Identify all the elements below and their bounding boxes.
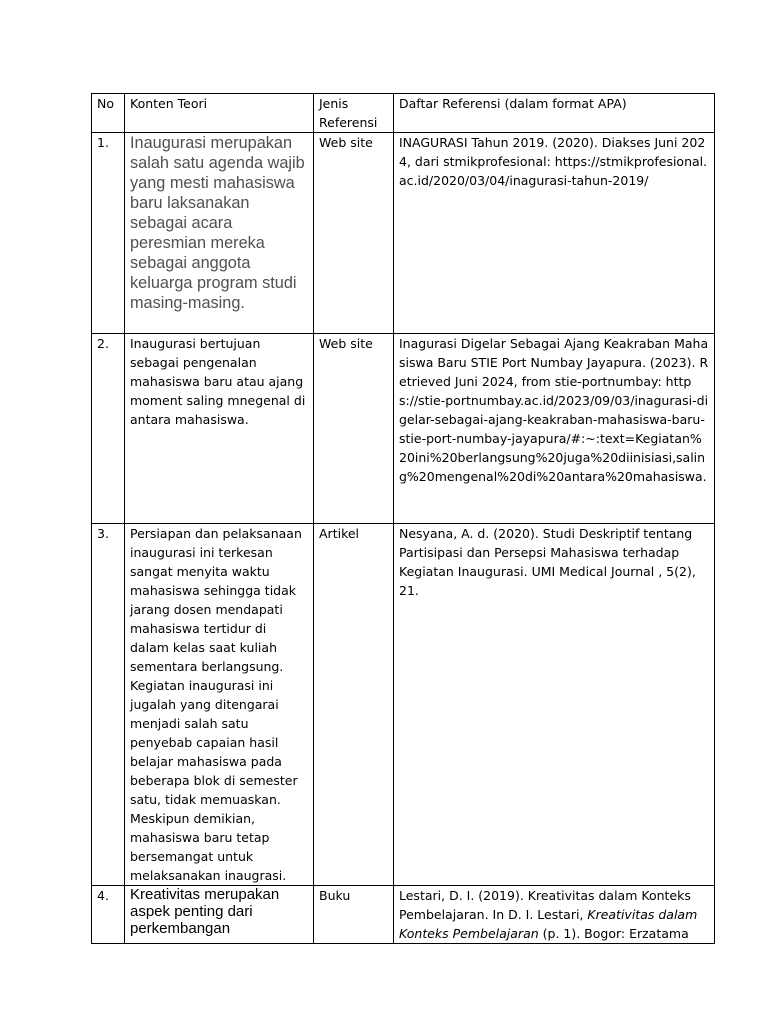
- table-row: [92, 886, 715, 944]
- row-jenis: Web site: [314, 334, 394, 524]
- row-konten: Persiapan dan pelaksanaan inaugurasi ini terkesan sangat menyita waktu mahasiswa sehingga tidak jarang dosen mendapati mahasiswa tertidur di dalam kelas saat kuliah sementara berlangsung. Kegiatan inaugurasi ini jugalah yang ditengarai menjadi salah satu penyebab capaian hasil belajar mahasiswa pada beberapa blok di semester satu, tidak memuaskan. Meskipun demikian, mahasiswa baru tetap bersemangat untuk melaksanakan inaugrasi.: [125, 524, 314, 886]
- reference-table: [91, 93, 715, 944]
- row-jenis: Artikel: [314, 524, 394, 886]
- table-row: [92, 524, 715, 886]
- row-daftar: INAGURASI Tahun 2019. (2020). Diakses Juni 2024, dari stmikprofesional: https://stmikprofesional.ac.id/2020/03/04/inagurasi-tahun-2019/: [394, 133, 715, 334]
- table-row: [92, 334, 715, 524]
- table-header-row: [92, 94, 715, 133]
- header-no: No: [92, 94, 125, 133]
- book-title-italic: Kreativitas dalam Konteks Pembelajaran: [399, 907, 698, 941]
- row-daftar: Nesyana, A. d. (2020). Studi Deskriptif tentang Partisipasi dan Persepsi Mahasiswa terhadap Kegiatan Inaugurasi. UMI Medical Journal , 5(2), 21.: [394, 524, 715, 886]
- row-konten: Inaugurasi bertujuan sebagai pengenalan mahasiswa baru atau ajang moment saling mnegenal di antara mahasiswa.: [125, 334, 314, 524]
- row-no: 3.: [92, 524, 125, 886]
- row-jenis: Buku: [314, 886, 394, 944]
- row-no: 4.: [92, 886, 125, 944]
- row-konten: Inaugurasi merupakan salah satu agenda wajib yang mesti mahasiswa baru laksanakan sebagai acara peresmian mereka sebagai anggota keluarga program studi masing-masing.: [125, 133, 314, 334]
- table-row: [92, 133, 715, 334]
- row-no: 2.: [92, 334, 125, 524]
- header-daftar-referensi: Daftar Referensi (dalam format APA): [394, 94, 715, 133]
- row-daftar: Inagurasi Digelar Sebagai Ajang Keakraban Mahasiswa Baru STIE Port Numbay Jayapura. (2023). Retrieved Juni 2024, from stie-portnumbay: https://stie-portnumbay.ac.id/2023/09/03/inagurasi-digelar-sebagai-ajang-keakraban-mahasiswa-baru-stie-port-numbay-jayapura/#:~:text=Kegiatan%20ini%20berlangsung%20juga%20diinisiasi,saling%20mengenal%20di%20antara%20mahasiswa.: [394, 334, 715, 524]
- row-konten: Kreativitas merupakan aspek penting dari perkembangan: [125, 886, 314, 944]
- row-no: 1.: [92, 133, 125, 334]
- header-konten-teori: Konten Teori: [125, 94, 314, 133]
- row-jenis: Web site: [314, 133, 394, 334]
- header-jenis-referensi: Jenis Referensi: [314, 94, 394, 133]
- row-daftar: Lestari, D. I. (2019). Kreativitas dalam Konteks Pembelajaran. In D. I. Lestari, Kreativitas dalam Konteks Pembelajaran (p. 1). Bogor: Erzatama: [394, 886, 715, 944]
